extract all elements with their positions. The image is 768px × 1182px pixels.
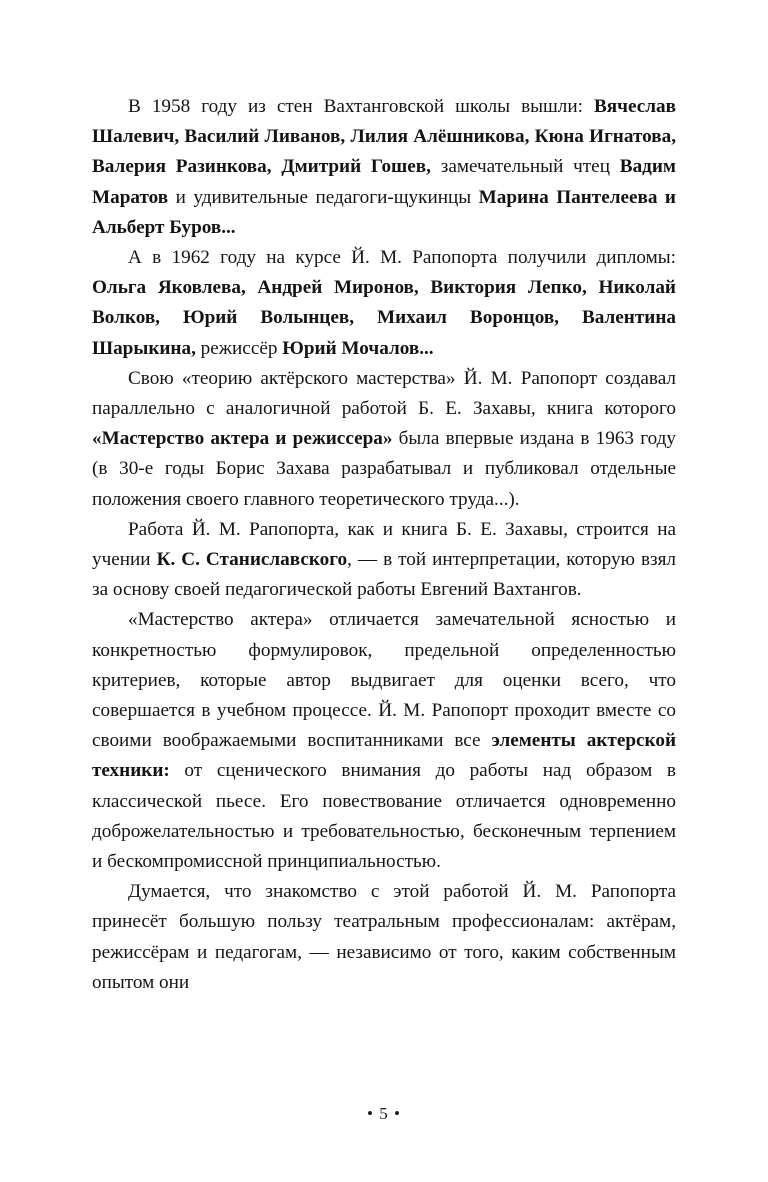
text-run: и удивительные педагоги-щукинцы [168, 186, 479, 208]
text-run: Свою «теорию актёрского мастерства» Й. М. Рапопорт создавал параллельно с аналогичной работой Б. Е. Захавы, книга которого [92, 367, 676, 420]
text-run: «Мастерство актера» отличается замечательной ясностью и конкретностью формулировок, предельной определенностью критериев, которые автор выдвигает для оценки всего, что совершается в учебном процессе. Й. М. Рапопорт проходит вместе со своими воображаемыми воспитанниками все [92, 609, 676, 752]
text-run: В 1958 году из стен Вахтанговской школы вышли: [128, 96, 594, 117]
emphasis-text: К. С. Станиславского [156, 549, 348, 571]
paragraph [92, 92, 676, 243]
emphasis-text: Ольга Яковлева, Андрей Миронов, Виктория Лепко, Николай Волков, Юрий Волынцев, Михаил Воронцов, Валентина Шарыкина, [92, 277, 676, 359]
page-body-text [92, 92, 676, 998]
emphasis-text: «Мастерство актера и режиссера» [92, 428, 393, 450]
text-run: Думается, что знакомство с этой работой Й. М. Рапопорта принесёт большую пользу театральным профессионалам: актёрам, режиссёрам и педагогам, — независимо от того, каким собственным опытом они [92, 881, 676, 993]
emphasis-text: Вадим Маратов [92, 156, 677, 208]
emphasis-text: Вячеслав Шалевич, Василий Ливанов, Лилия Алёшникова, Кюна Игнатова, Валерия Разинкова, Дмитрий Гошев, [92, 96, 676, 178]
text-run: А в 1962 году на курсе Й. М. Рапопорта получили дипломы: [128, 247, 676, 269]
text-run: режиссёр [195, 337, 283, 359]
paragraph [92, 243, 676, 364]
paragraph [92, 364, 676, 515]
text-run: Работа Й. М. Рапопорта, как и книга Б. Е. Захавы, строится на учении [92, 518, 676, 571]
page-number: • 5 • [367, 1104, 401, 1123]
text-run: от сценического внимания до работы над образом в классической пьесе. Его повествование отличается одновременно доброжелательностью и требовательностью, бесконечным терпением и бескомпромиссной принципиальностью. [92, 760, 676, 873]
emphasis-text: Марина Пантелеева и Альберт Буров... [92, 186, 676, 238]
paragraph [92, 605, 676, 877]
text-run: замечательный чтец [430, 156, 620, 178]
emphasis-text: Юрий Мочалов... [282, 337, 434, 359]
text-run: , — в той интерпретации, которую взял за основу своей педагогической работы Евгений Вахтангов. [92, 549, 676, 601]
text-run: была впервые издана в 1963 году (в 30-е годы Борис Захава разрабатывал и публиковал отдельные положения своего главного теоретического труда...). [92, 428, 676, 510]
paragraph [92, 515, 676, 606]
paragraph [92, 877, 676, 998]
emphasis-text: элементы актерской техники: [92, 730, 676, 782]
